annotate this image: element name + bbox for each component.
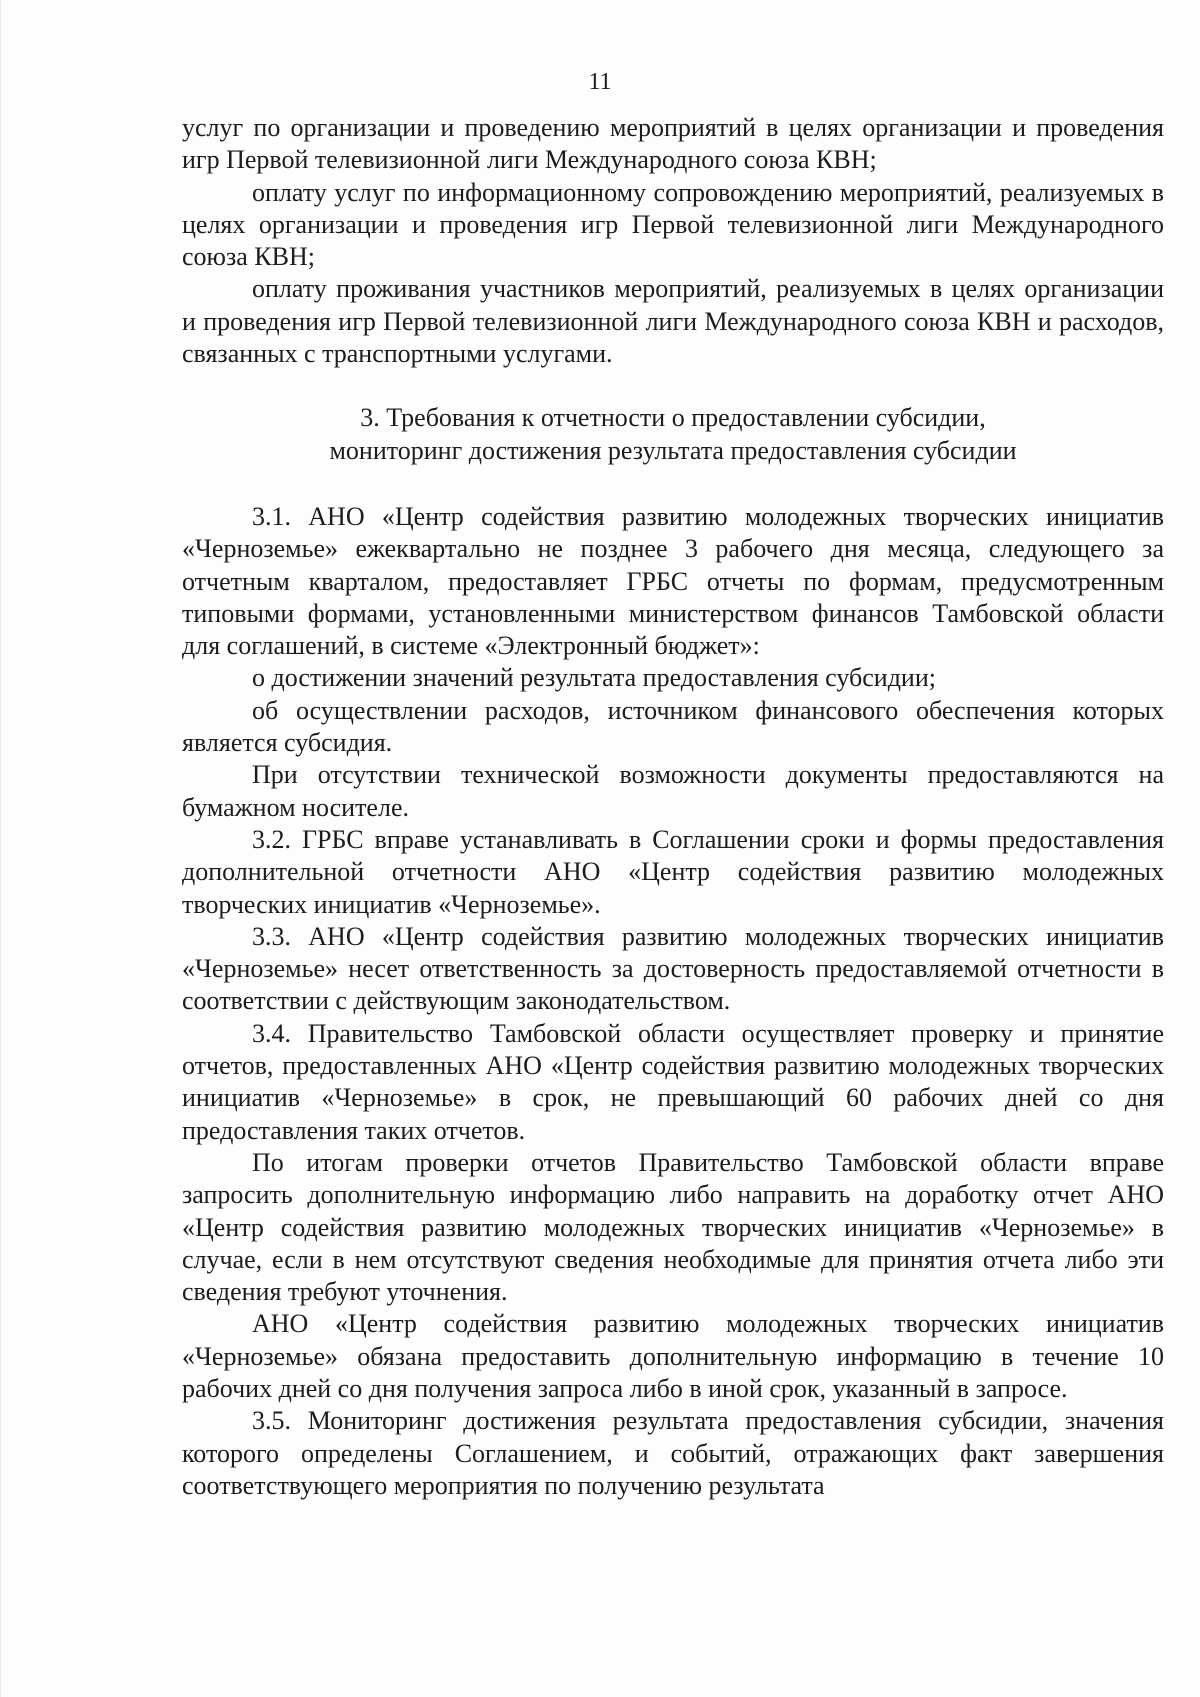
section-heading-line-1: 3. Требования к отчетности о предоставлении субсидии,: [360, 403, 986, 433]
scan-edge: [0, 0, 2, 1697]
paragraph-3-1: 3.1. АНО «Центр содействия развитию молодежных творческих инициатив «Черноземье» ежеквартально не позднее 3 рабочего дня месяца, следующего за отчетным кварталом, предоставляет ГРБС отчеты по формам, предусмотренным типовыми формами, установленными министерством финансов Тамбовской области для соглашений, в системе «Электронный бюджет»:: [182, 501, 1164, 661]
paragraph-3-2: 3.2. ГРБС вправе устанавливать в Соглашении сроки и формы предоставления дополнительной отчетности АНО «Центр содействия развитию молодежных творческих инициатив «Черноземье».: [182, 824, 1164, 919]
paragraph-information-support: оплату услуг по информационному сопровождению мероприятий, реализуемых в целях организации и проведения игр Первой телевизионной лиги Международного союза КВН;: [182, 177, 1164, 272]
paragraph-continuation: услуг по организации и проведению мероприятий в целях организации и проведения игр Первой телевизионной лиги Международного союза КВН;: [182, 113, 1164, 175]
paragraph-accommodation: оплату проживания участников мероприятий, реализуемых в целях организации и проведения игр Первой телевизионной лиги Международного союза КВН и расходов, связанных с транспортными услугами.: [182, 274, 1164, 369]
paragraph-3-3: 3.3. АНО «Центр содействия развитию молодежных творческих инициатив «Черноземье» несет ответственность за достоверность предоставляемой отчетности в соответствии с действующим законодательством.: [182, 921, 1164, 1016]
paragraph-result-values: о достижении значений результата предоставления субсидии;: [252, 663, 936, 693]
paragraph-expenses: об осуществлении расходов, источником финансового обеспечения которых является субсидия.: [182, 695, 1164, 758]
section-heading-line-2: мониторинг достижения результата предоставления субсидии: [329, 435, 1017, 465]
paragraph-3-5: 3.5. Мониторинг достижения результата предоставления субсидии, значения которого определены Соглашением, и событий, отражающих факт завершения соответствующего мероприятия по получению результата: [182, 1406, 1164, 1500]
page-number: 11: [588, 69, 612, 95]
paragraph-3-4: 3.4. Правительство Тамбовской области осуществляет проверку и принятие отчетов, предоставленных АНО «Центр содействия развитию молодежных творческих инициатив «Черноземье» в срок, не превышающий 60 рабочих дней со дня предоставления таких отчетов.: [182, 1018, 1164, 1145]
document-body: [182, 112, 1164, 1502]
section-heading: [182, 402, 1164, 467]
paragraph-paper-documents: При отсутствии технической возможности документы предоставляются на бумажном носителе.: [182, 760, 1164, 822]
paragraph-additional-info: АНО «Центр содействия развитию молодежных творческих инициатив «Черноземье» обязана предоставить дополнительную информацию в течение 10 рабочих дней со дня получения запроса либо в иной срок, указанный в запросе.: [182, 1309, 1164, 1403]
paragraph-review-results: По итогам проверки отчетов Правительство Тамбовской области вправе запросить дополнительную информацию либо направить на доработку отчет АНО «Центр содействия развитию молодежных творческих инициатив «Черноземье» в случае, если в нем отсутствуют сведения необходимые для принятия отчета либо эти сведения требуют уточнения.: [182, 1147, 1164, 1307]
